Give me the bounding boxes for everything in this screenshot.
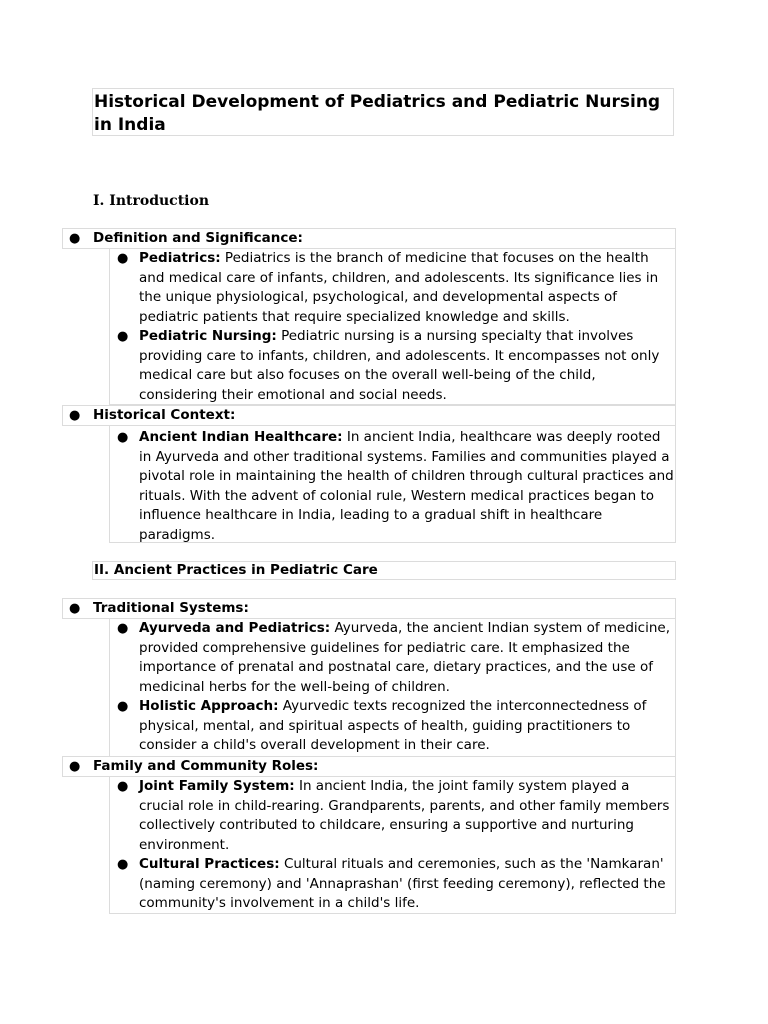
document-title: Historical Development of Pediatrics and Pediatric Nursing in India xyxy=(92,88,674,136)
group-label: Traditional Systems: xyxy=(93,600,249,616)
bullet-icon: ● xyxy=(69,231,81,246)
group-label: Historical Context: xyxy=(93,407,236,423)
list-item xyxy=(110,428,675,544)
bullet-icon: ● xyxy=(117,699,129,714)
bullet-icon: ● xyxy=(117,251,129,266)
list-item-body: Pediatrics is the branch of medicine that focuses on the health and medical care of infants, children, and adolescents. Its significance lies in the unique physiological, psychological, and developmental aspects of pediatric patients that require specialized knowledge and skills. xyxy=(139,250,659,325)
bullet-icon: ● xyxy=(69,759,81,774)
list-item-body: In ancient India, the joint family system played a crucial role in child-rearing. Grandparents, parents, and other family members collectively contributed to childcare, ensuring a supportive and nurturing environment. xyxy=(139,778,670,853)
list-item-body: Pediatric nursing is a nursing specialty that involves providing care to infants, children, and adolescents. It encompasses not only medical care but also focuses on the overall well-being of the child, considering their emotional and social needs. xyxy=(139,328,660,403)
list-item xyxy=(110,855,675,915)
group-label: Definition and Significance: xyxy=(93,230,303,246)
group-family-and-community-roles xyxy=(62,756,676,777)
group-traditional-systems xyxy=(62,598,676,619)
section-heading-introduction: I. Introduction xyxy=(93,193,209,209)
list-item-term: Pediatric Nursing: xyxy=(139,328,277,344)
list-item xyxy=(110,697,675,757)
list-item xyxy=(110,619,675,697)
group-definition-and-significance xyxy=(62,228,676,249)
section-heading-ancient-practices: II. Ancient Practices in Pediatric Care xyxy=(92,561,676,580)
group-items-traditional-systems xyxy=(109,618,676,757)
bullet-icon: ● xyxy=(69,408,81,423)
list-item-text xyxy=(139,697,675,756)
list-item-text xyxy=(139,249,675,327)
list-item xyxy=(110,249,675,327)
bullet-icon: ● xyxy=(117,857,129,872)
list-item xyxy=(110,777,675,855)
bullet-icon: ● xyxy=(117,430,129,445)
bullet-icon: ● xyxy=(117,621,129,636)
list-item-text xyxy=(139,428,675,546)
list-item-text xyxy=(139,327,675,405)
bullet-icon: ● xyxy=(117,329,129,344)
group-label: Family and Community Roles: xyxy=(93,758,319,774)
bullet-icon: ● xyxy=(69,601,81,616)
list-item-term: Holistic Approach: xyxy=(139,698,279,714)
list-item-text xyxy=(139,855,675,914)
list-item-term: Ayurveda and Pediatrics: xyxy=(139,620,331,636)
list-item-term: Pediatrics: xyxy=(139,250,221,266)
group-items-family-and-community-roles xyxy=(109,776,676,914)
list-item-text xyxy=(139,619,675,697)
bullet-icon: ● xyxy=(117,779,129,794)
list-item-term: Cultural Practices: xyxy=(139,856,280,872)
list-item-term: Ancient Indian Healthcare: xyxy=(139,429,343,445)
group-historical-context xyxy=(62,405,676,426)
group-items-definition-and-significance xyxy=(109,248,676,405)
list-item-text xyxy=(139,777,675,855)
list-item-body: Ayurveda, the ancient Indian system of medicine, provided comprehensive guidelines for pediatric care. It emphasized the importance of prenatal and postnatal care, dietary practices, and the use of medicinal herbs for the well-being of children. xyxy=(139,620,670,695)
list-item-body: Ayurvedic texts recognized the interconnectedness of physical, mental, and spiritual aspects of health, guiding practitioners to consider a child's overall development in their care. xyxy=(139,698,647,754)
list-item-body: In ancient India, healthcare was deeply rooted in Ayurveda and other traditional systems. Families and communities played a pivotal role in maintaining the health of children through cultural practices and rituals. With the advent of colonial rule, Western medical practices began to influence healthcare in India, leading to a gradual shift in healthcare paradigms. xyxy=(139,429,674,543)
list-item-body: Cultural rituals and ceremonies, such as the 'Namkaran' (naming ceremony) and 'Annaprashan' (first feeding ceremony), reflected the community's involvement in a child's life. xyxy=(139,856,666,912)
list-item-term: Joint Family System: xyxy=(139,778,295,794)
group-items-historical-context xyxy=(109,425,676,543)
list-item xyxy=(110,327,675,405)
